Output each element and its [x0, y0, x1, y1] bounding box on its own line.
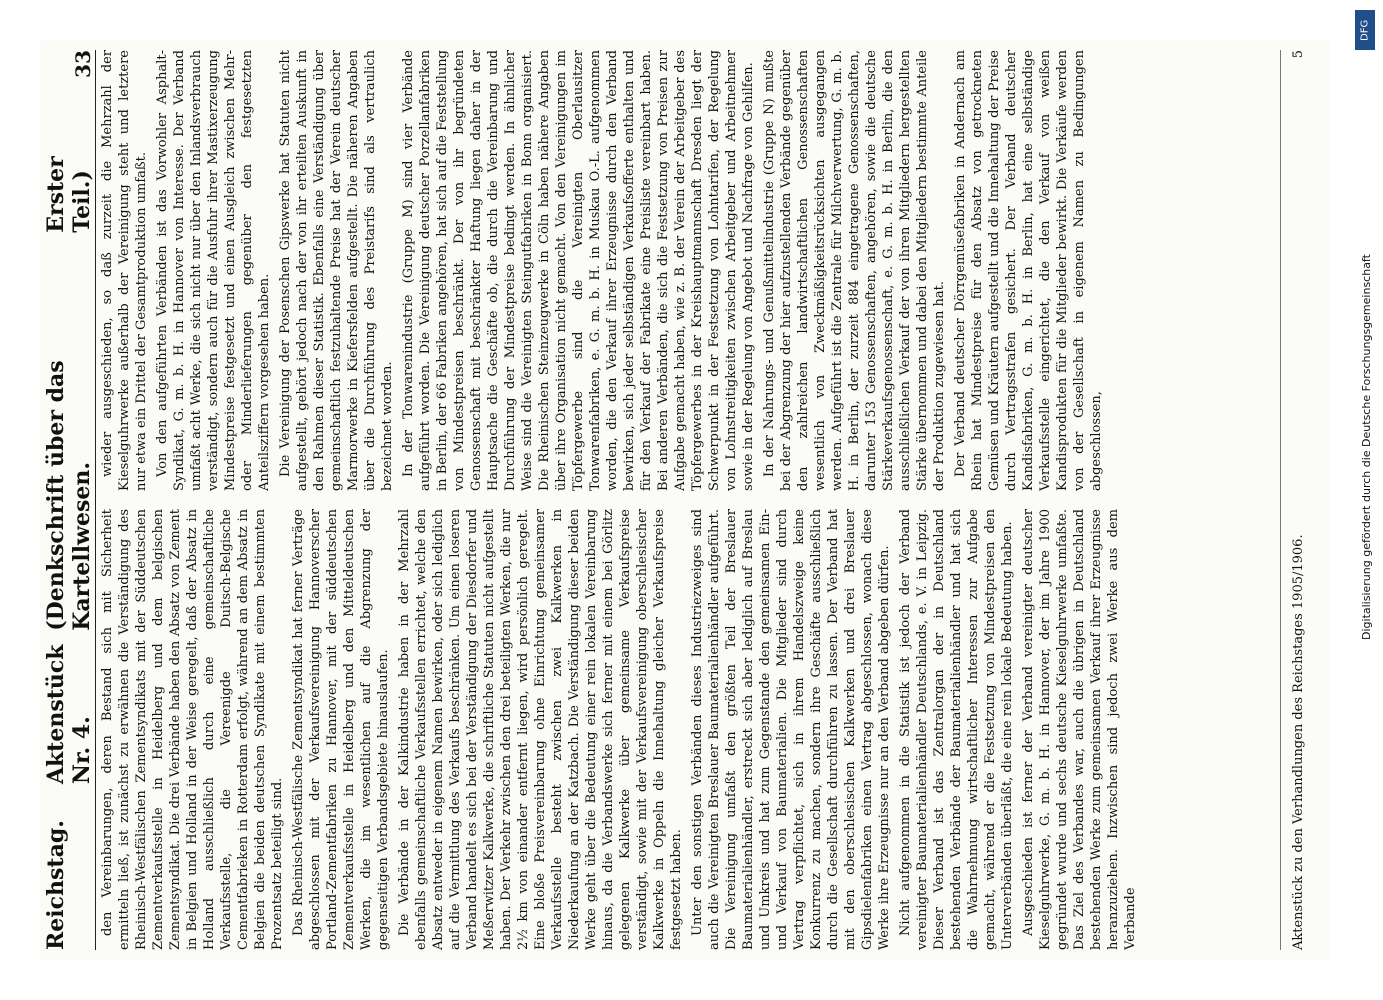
page-number: 33 [71, 50, 95, 78]
header-title: (Denkschrift über das Kartellwesen. [43, 360, 95, 631]
header-document-number: Aktenstück Nr. 4. [43, 644, 95, 785]
page-footer [1280, 50, 1315, 950]
paragraph: wieder ausgeschieden, so daß zurzeit die Mehrzahl der Kieselguhrwerke außerhalb der Vereinigung steht und letztere nur etwa ein Drittel der Gesamtproduktion umfaßt. [100, 50, 149, 491]
paragraph: In der Tonwarenindustrie (Gruppe M) sind vier Verbände aufgeführt worden. Die Vereinigung deutscher Porzellanfabriken in Berlin, der 66 Fabriken angehören, hat sich auf die Feststellung von Mindestpreisen beschränkt. Der von ihr begründeten Genossenschaft mit beschränkter Haftung liegen daher in der Hauptsache die Geschäfte ob, die durch die Vereinbarung und Durchführung der Mindestpreise bedingt werden. In ähnlicher Weise sind die Vereinigten Steingutfabriken in Bonn organisiert. Die Rheinischen Steinzeugwerke in Cöln haben nähere Angaben über ihre Organisation nicht gemacht. Von den Vereinigungen im Töpfergewerbe sind die Vereinigten Oberlausitzer Tonwarenfabriken, e. G. m. b. H. in Muskau O.-L. aufgenommen worden, die den Verkauf ihrer Erzeugnisse durch den Verband bewirken, sich jeder selbständigen Verkaufsofferte enthalten und für den Verkauf der Fabrikate eine Preisliste vereinbart haben. Bei anderen Verbänden, die sich die Festsetzung von Preisen zur Aufgabe gemacht haben, wie z. B. der Verein der Arbeitgeber des Töpfergewerbes in der Kreishauptmannschaft Dresden liegt der Schwerpunkt in der Festsetzung von Lohntarifen, der Regelung von Lohnstreitigkeiten zwischen Arbeitgeber und Arbeitnehmer sowie in der Regelung von Angebot und Nachfrage von Gehilfen. [401, 50, 756, 491]
paragraph: Die Verbände in der Kalkindustrie haben in der Mehrzahl ebenfalls gemeinschaftliche Verkaufsstellen errichtet, welche den Absatz entweder in eigenem Namen bewirken, oder sich lediglich auf die Vermittlung des Verkaufs beschränken. Um einen loseren Verband handelt es sich bei der Verständigung der Diesdorfer und Meßerwitzer Kalkwerke, die schriftliche Statuten nicht aufgestellt haben. Der Verkehr zwischen den drei beteiligten Werken, die nur 2½ km von einander entfernt liegen, wird persönlich geregelt. Eine bloße Preisvereinbarung ohne Einrichtung gemeinsamer Verkaufsstelle besteht zwischen zwei Kalkwerken in Niederkaufung an der Katzbach. Die Verständigung dieser beiden Werke geht über die Bedeutung einer rein lokalen Vereinbarung hinaus, da die Verbandswerke sich ferner mit einem bei Görlitz gelegenen Kalkwerke über gemeinsame Verkaufspreise verständigt, sowie mit der Verkaufsvereinigung oberschlesischer Kalkwerke in Oppeln die Innehaltung gleicher Verkaufspreise festgesetzt haben. [397, 509, 684, 950]
paragraph: Das Rheinisch-Westfälische Zementsyndikat hat ferner Verträge abgeschlossen mit der Verkaufsvereinigung Hannoverscher Portland-Zementfabriken zu Hannover, mit der süddeutschen Zementverkaufsstelle in Heidelberg und den Mitteldeutschen Werken, die im wesentlichen auf die Abgrenzung der gegenseitigen Verbandsgebiete hinauslaufen. [291, 509, 391, 950]
paragraph: Der Verband deutscher Dörrgemüsefabriken in Andernach am Rhein hat Mindestpreise für den Absatz von getrockneten Gemüsen und Kräutern aufgestellt und die Innehaltung der Preise durch Vertragsstrafen gesichert. Der Verband deutscher Kandisfabriken, G. m. b. H. in Berlin, hat eine selbständige Verkaufsstelle eingerichtet, die den Verkauf von weißen Kandisprodukten für die Mitglieder bewirkt. Die Verkäufe werden von der Gesellschaft in eigenem Namen zu Bedingungen abgeschlossen, [953, 50, 1104, 491]
header-part: Erster Teil.) [43, 156, 95, 233]
paragraph: Ausgeschieden ist ferner der Verband vereinigter deutscher Kieselguhrwerke, G. m. b. H. in Hannover, der im Jahre 1900 gegründet wurde und sechs deutsche Kieselguhrwerke umfaßte. Das Ziel des Verbandes war, auch die übrigen in Deutschland bestehenden Werke zum gemeinsamen Verkauf ihrer Erzeugnisse heranzuziehen. Inzwischen sind jedoch zwei Werke aus dem Verbande [1021, 509, 1138, 950]
footer-signature: 5 [1290, 50, 1306, 59]
left-column [99, 509, 1275, 950]
document-page [43, 50, 1315, 950]
paragraph: den Vereinbarungen, deren Bestand sich mit Sicherheit ermitteln ließ, ist zunächst zu erwähnen die Verständigung des Rheinisch-Westfälischen Zementsyndikats mit der Süddeutschen Zementverkaufsstelle in Heidelberg und dem belgischen Zementsyndikat. Die drei Verbände haben den Absatz von Zement in Belgien und Holland in der Weise geregelt, daß der Absatz in Holland ausschließlich durch eine gemeinschaftliche Verkaufsstelle, die Vereenigde Duitsch-Belgische Cementfabrieken in Rotterdam erfolgt, während an dem Absatz in Belgien die beiden deutschen Syndikate mit einem bestimmten Prozentsatz beteiligt sind. [100, 509, 285, 950]
paragraph: Unter den sonstigen Verbänden dieses Industriezweiges sind auch die Vereinigten Breslauer Baumaterialienhändler aufgeführt. Die Vereinigung umfaßt den größten Teil der Breslauer Baumaterialienhändler, erstreckt sich aber lediglich auf Breslau und Umkreis und hat zum Gegenstande den gemeinsamen Ein- und Verkauf von Baumaterialien. Die Mitglieder sind durch Vertrag verpflichtet, sich in ihrem Handelszweige keine Konkurrenz zu machen, sondern ihre Geschäfte ausschließlich durch die Gesellschaft durchführen zu lassen. Der Verband hat mit den oberschlesischen Kalkwerken und drei Breslauer Gipsdielenfabriken einen Vertrag abgeschlossen, wonach diese Werke ihre Erzeugnisse nur an den Verband abgeben dürfen. [690, 509, 892, 950]
paragraph: In der Nahrungs- und Genußmittelindustrie (Gruppe N) mußte bei der Abgrenzung der hier aufzustellenden Verbände gegenüber den zahlreichen landwirtschaftlichen Genossenschaften wesentlich von Zweckmäßigkeitsrücksichten ausgegangen werden. Aufgeführt ist die Zentrale für Milchverwertung, G. m. b. H. in Berlin, der zurzeit 884 eingetragene Genossenschaften, darunter 153 Genossenschaften, angehören, sowie die deutsche Stärkeverkaufsgenossenschaft, e. G. m. b. H. in Berlin, die den ausschließlichen Verkauf der von ihren Mitgliedern hergestellten Stärke übernommen und dabei den Mitgliedern bestimmte Anteile der Produktion zugewiesen hat. [762, 50, 947, 491]
scanned-page [40, 40, 1330, 960]
rotated-page-content [43, 50, 1315, 950]
paragraph: Nicht aufgenommen in die Statistik ist jedoch der Verband vereinigter Baumaterialienhändler Deutschlands, e. V. in Leipzig. Dieser Verband ist das Zentralorgan der in Deutschland bestehenden Verbände der Baumaterialienhändler und hat sich die Wahrnehmung wirtschaftlicher Interessen zur Aufgabe gemacht, während er die Festsetzung von Mindestpreisen den Unterverbänden überläßt, die eine rein lokale Bedeutung haben. [898, 509, 1015, 950]
text-columns [99, 50, 1275, 950]
paragraph: Die Vereinigung der Posenschen Gipswerke hat Statuten nicht aufgestellt, gehört jedoch nach der von ihr erteilten Auskunft in den Rahmen dieser Statistik. Ebenfalls eine Verständigung über gemeinschaftlich festzuhaltende Preise hat der Verein deutscher Marmorwerke in Kiefersfelden aufgestellt. Die näheren Angaben über die Durchführung des Preistarifs sind als vertraulich bezeichnet worden. [278, 50, 395, 491]
dfg-logo: DFG [1355, 10, 1375, 50]
right-column [99, 50, 1275, 491]
paragraph: Von den aufgeführten Verbänden ist das Vorwohler Asphalt-Syndikat, G. m. b. H. in Hannover von Interesse. Der Verband umfaßt acht Werke, die sich nicht nur über den Inlandsverbrauch verständigt, sondern auch für die Ausfuhr ihrer Mastixerzeugung Mindestpreise festgesetzt und einen Ausgleich zwischen Mehr- oder Minderlieferungen gegenüber den festgesetzten Anteilsziffern vorgesehen haben. [155, 50, 272, 491]
digitization-credit-text: Digitalisierung gefördert durch die Deutsche Forschungsgemeinschaft [1360, 254, 1373, 640]
header-left: Reichstag. [43, 820, 69, 950]
page-header [43, 50, 96, 950]
digitization-credit [1347, 10, 1375, 990]
footer-note: Aktenstück zu den Verhandlungen des Reichstages 1905/1906. [1290, 534, 1306, 950]
